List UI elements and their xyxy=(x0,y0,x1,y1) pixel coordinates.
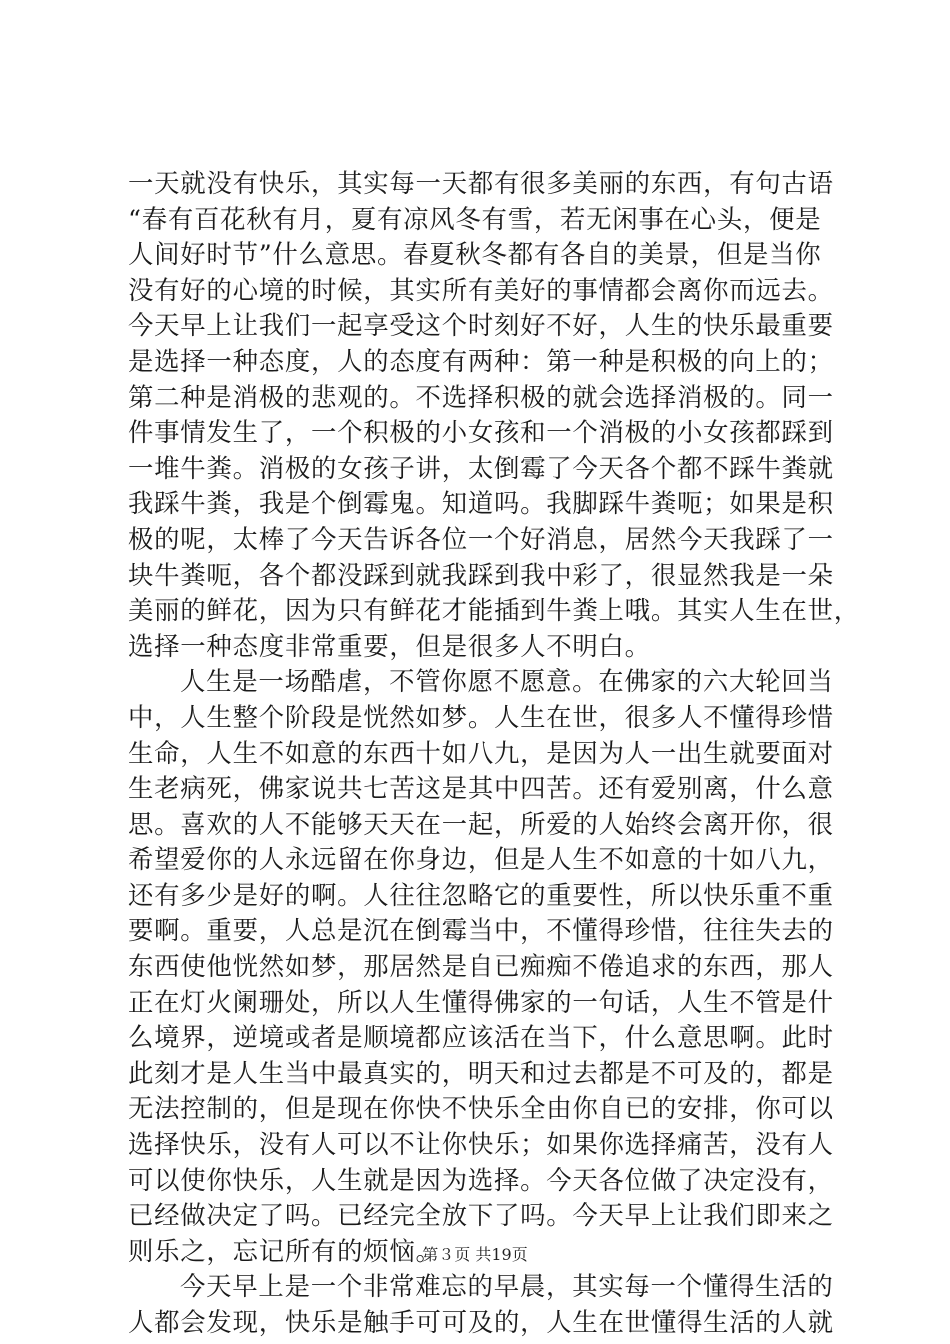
page-footer: 第３页 共19页 xyxy=(422,1245,528,1264)
text-line: 正在灯火阑珊处，所以人生懂得佛家的一句话，人生不管是什 xyxy=(128,986,834,1017)
text-line: 一堆牛粪。消极的女孩子讲，太倒霉了今天各个都不踩牛粪就 xyxy=(128,452,834,483)
text-line: 可以使你快乐，人生就是因为选择。今天各位做了决定没有， xyxy=(128,1164,834,1195)
text-line: 极的呢，太棒了今天告诉各位一个好消息，居然今天我踩了一 xyxy=(128,523,834,554)
text-line: 选择快乐，没有人可以不让你快乐；如果你选择痛苦，没有人 xyxy=(128,1129,834,1160)
text-line: 要啊。重要，人总是沉在倒霉当中，不懂得珍惜，往往失去的 xyxy=(128,915,834,946)
text-line: 选择一种态度非常重要，但是很多人不明白。 xyxy=(128,630,651,661)
text-line: 么境界，逆境或者是顺境都应该活在当下，什么意思啊。此时 xyxy=(128,1022,834,1053)
text-line: 人间好时节”什么意思。春夏秋冬都有各自的美景，但是当你 xyxy=(128,239,822,270)
text-line: 希望爱你的人永远留在你身边，但是人生不如意的十如八九， xyxy=(128,844,834,875)
text-line: 思。喜欢的人不能够天天在一起，所爱的人始终会离开你，很 xyxy=(128,808,834,839)
text-line: 还有多少是好的啊。人往往忽略它的重要性，所以快乐重不重 xyxy=(128,879,834,910)
text-line: 没有好的心境的时候，其实所有美好的事情都会离你而远去。 xyxy=(128,274,834,305)
text-line: 东西使他恍然如梦，那居然是自已痴痴不倦追求的东西，那人 xyxy=(128,951,834,982)
text-line: 是选择一种态度，人的态度有两种：第一种是积极的向上的； xyxy=(128,345,834,376)
text-line: 生老病死，佛家说共七苦这是其中四苦。还有爱别离，什么意 xyxy=(128,773,834,804)
text-line: 我踩牛粪，我是个倒霉鬼。知道吗。我脚踩牛粪呃；如果是积 xyxy=(128,488,834,519)
text-line: 已经做决定了吗。已经完全放下了吗。今天早上让我们即来之 xyxy=(128,1200,834,1231)
text-line: 人生是一场酷虐，不管你愿不愿意。在佛家的六大轮回当 xyxy=(180,666,834,697)
text-line: “春有百花秋有月，夏有凉风冬有雪，若无闲事在心头，便是 xyxy=(128,203,822,234)
text-line: 人都会发现，快乐是触手可可及的，人生在世懂得生活的人就 xyxy=(128,1307,834,1337)
text-line: 今天早上是一个非常难忘的早晨，其实每一个懂得生活的 xyxy=(180,1271,834,1302)
text-line: 无法控制的，但是现在你快不快乐全由你自已的安排，你可以 xyxy=(128,1093,834,1124)
text-line: 块牛粪呃，各个都没踩到就我踩到我中彩了，很显然我是一朵 xyxy=(128,559,834,590)
text-line: 生命，人生不如意的东西十如八九，是因为人一出生就要面对 xyxy=(128,737,834,768)
text-line: 今天早上让我们一起享受这个时刻好不好，人生的快乐最重要 xyxy=(128,310,834,341)
text-line: 件事情发生了，一个积极的小女孩和一个消极的小女孩都踩到 xyxy=(128,417,834,448)
document-body xyxy=(128,166,860,1341)
text-line: 美丽的鲜花，因为只有鲜花才能插到牛粪上哦。其实人生在世， xyxy=(128,595,860,626)
text-line: 此刻才是人生当中最真实的，明天和过去都是不可及的，都是 xyxy=(128,1057,834,1088)
text-line: 则乐之，忘记所有的烦恼。 xyxy=(128,1235,442,1266)
text-line: 一天就没有快乐，其实每一天都有很多美丽的东西，有句古语 xyxy=(128,168,834,198)
text-line: 中，人生整个阶段是恍然如梦。人生在世，很多人不懂得珍惜 xyxy=(128,701,834,732)
text-line: 第二种是消极的悲观的。不选择积极的就会选择消极的。同一 xyxy=(128,381,834,412)
